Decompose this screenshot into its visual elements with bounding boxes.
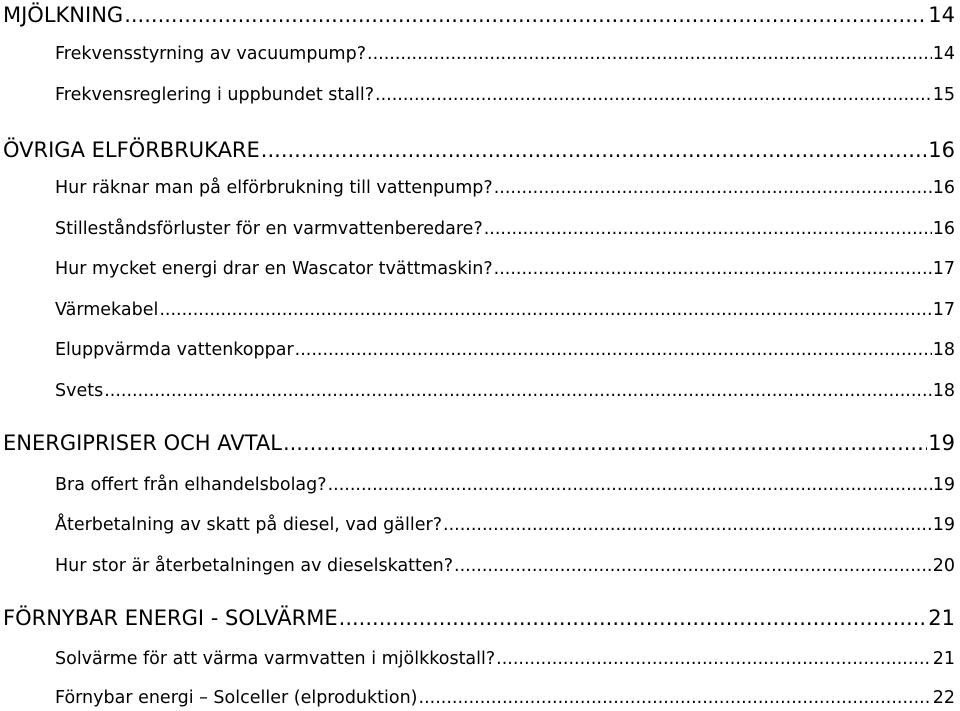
- toc-dot-leader: [494, 180, 932, 198]
- toc-page-number: 17: [932, 259, 955, 279]
- toc-heading-ovriga-elforbrukare[interactable]: [3, 140, 955, 161]
- toc-entry-title: Bra offert från elhandelsbolag?: [55, 475, 327, 495]
- toc-entry-title: FÖRNYBAR ENERGI - SOLVÄRME: [3, 606, 338, 630]
- toc-dot-leader: [261, 140, 927, 161]
- toc-item-svets[interactable]: [55, 383, 955, 401]
- toc-dot-leader: [124, 5, 927, 26]
- toc-item-vattenkoppar[interactable]: [55, 342, 955, 360]
- toc-heading-fornybar-solvarme[interactable]: [3, 608, 955, 629]
- toc-heading-mjolkning[interactable]: [3, 5, 955, 26]
- toc-entry-title: Värmekabel: [55, 300, 159, 320]
- toc-page-number: 19: [932, 475, 955, 495]
- toc-entry-title: Hur räknar man på elförbrukning till vattenpump?: [55, 178, 493, 198]
- toc-item-wascator[interactable]: [55, 261, 955, 279]
- toc-item-varmekabel[interactable]: [55, 302, 955, 320]
- toc-item-dieselskatten[interactable]: [55, 558, 955, 576]
- toc-dot-leader: [367, 46, 932, 64]
- toc-entry-title: Stilleståndsförluster för en varmvattenberedare?: [55, 219, 483, 239]
- toc-item-varmvattenberedare[interactable]: [55, 221, 955, 239]
- toc-page-number: 14: [928, 3, 955, 27]
- toc-entry-title: Frekvensreglering i uppbundet stall?: [55, 85, 375, 105]
- toc-dot-leader: [419, 690, 932, 708]
- toc-dot-leader: [375, 87, 932, 105]
- toc-dot-leader: [496, 651, 932, 669]
- toc-entry-title: Hur mycket energi drar en Wascator tvättmaskin?: [55, 259, 493, 279]
- toc-entry-title: Frekvensstyrning av vacuumpump?: [55, 44, 366, 64]
- toc-page-number: 14: [932, 44, 955, 64]
- toc-page-number: 16: [928, 138, 955, 162]
- toc-item-aterbetalning-skatt[interactable]: [55, 517, 955, 535]
- toc-heading-energipriser[interactable]: [3, 433, 955, 454]
- toc-dot-leader: [494, 261, 932, 279]
- toc-page-number: 21: [932, 649, 955, 669]
- toc-item-frekvensstyrning[interactable]: [55, 46, 955, 64]
- toc-page-number: 16: [932, 178, 955, 198]
- toc-dot-leader: [443, 517, 932, 535]
- toc-dot-leader: [339, 608, 928, 629]
- toc-page-number: 22: [932, 688, 955, 708]
- toc-entry-title: Solvärme för att värma varmvatten i mjölkkostall?: [55, 649, 496, 669]
- toc-entry-title: ENERGIPRISER OCH AVTAL: [3, 431, 282, 455]
- toc-dot-leader: [159, 302, 931, 320]
- toc-item-frekvensreglering[interactable]: [55, 87, 955, 105]
- toc-entry-title: ÖVRIGA ELFÖRBRUKARE: [3, 138, 260, 162]
- toc-entry-title: Förnybar energi – Solceller (elproduktion): [55, 688, 418, 708]
- toc-page-number: 17: [932, 300, 955, 320]
- toc-dot-leader: [283, 433, 927, 454]
- toc-entry-title: Svets: [55, 381, 104, 401]
- toc-page-number: 19: [932, 515, 955, 535]
- toc-item-elhandelsbolag[interactable]: [55, 477, 955, 495]
- toc-dot-leader: [104, 383, 932, 401]
- toc-dot-leader: [328, 477, 932, 495]
- toc-item-solceller[interactable]: [55, 690, 955, 708]
- toc-page-number: 16: [932, 219, 955, 239]
- toc-page-number: 18: [932, 381, 955, 401]
- toc-page-number: 19: [928, 431, 955, 455]
- toc-item-vattenpump[interactable]: [55, 180, 955, 198]
- toc-dot-leader: [484, 221, 932, 239]
- toc-entry-title: Hur stor är återbetalningen av dieselskatten?: [55, 556, 454, 576]
- toc-item-solvarme-mjolkkostall[interactable]: [55, 651, 955, 669]
- toc-page-number: 15: [932, 85, 955, 105]
- toc-dot-leader: [454, 558, 932, 576]
- toc-page-number: 20: [932, 556, 955, 576]
- toc-entry-title: MJÖLKNING: [3, 3, 124, 27]
- toc-entry-title: Återbetalning av skatt på diesel, vad gäller?: [55, 515, 442, 535]
- toc-entry-title: Eluppvärmda vattenkoppar: [55, 340, 294, 360]
- toc-page-number: 21: [928, 606, 955, 630]
- toc-page-number: 18: [932, 340, 955, 360]
- toc-dot-leader: [295, 342, 932, 360]
